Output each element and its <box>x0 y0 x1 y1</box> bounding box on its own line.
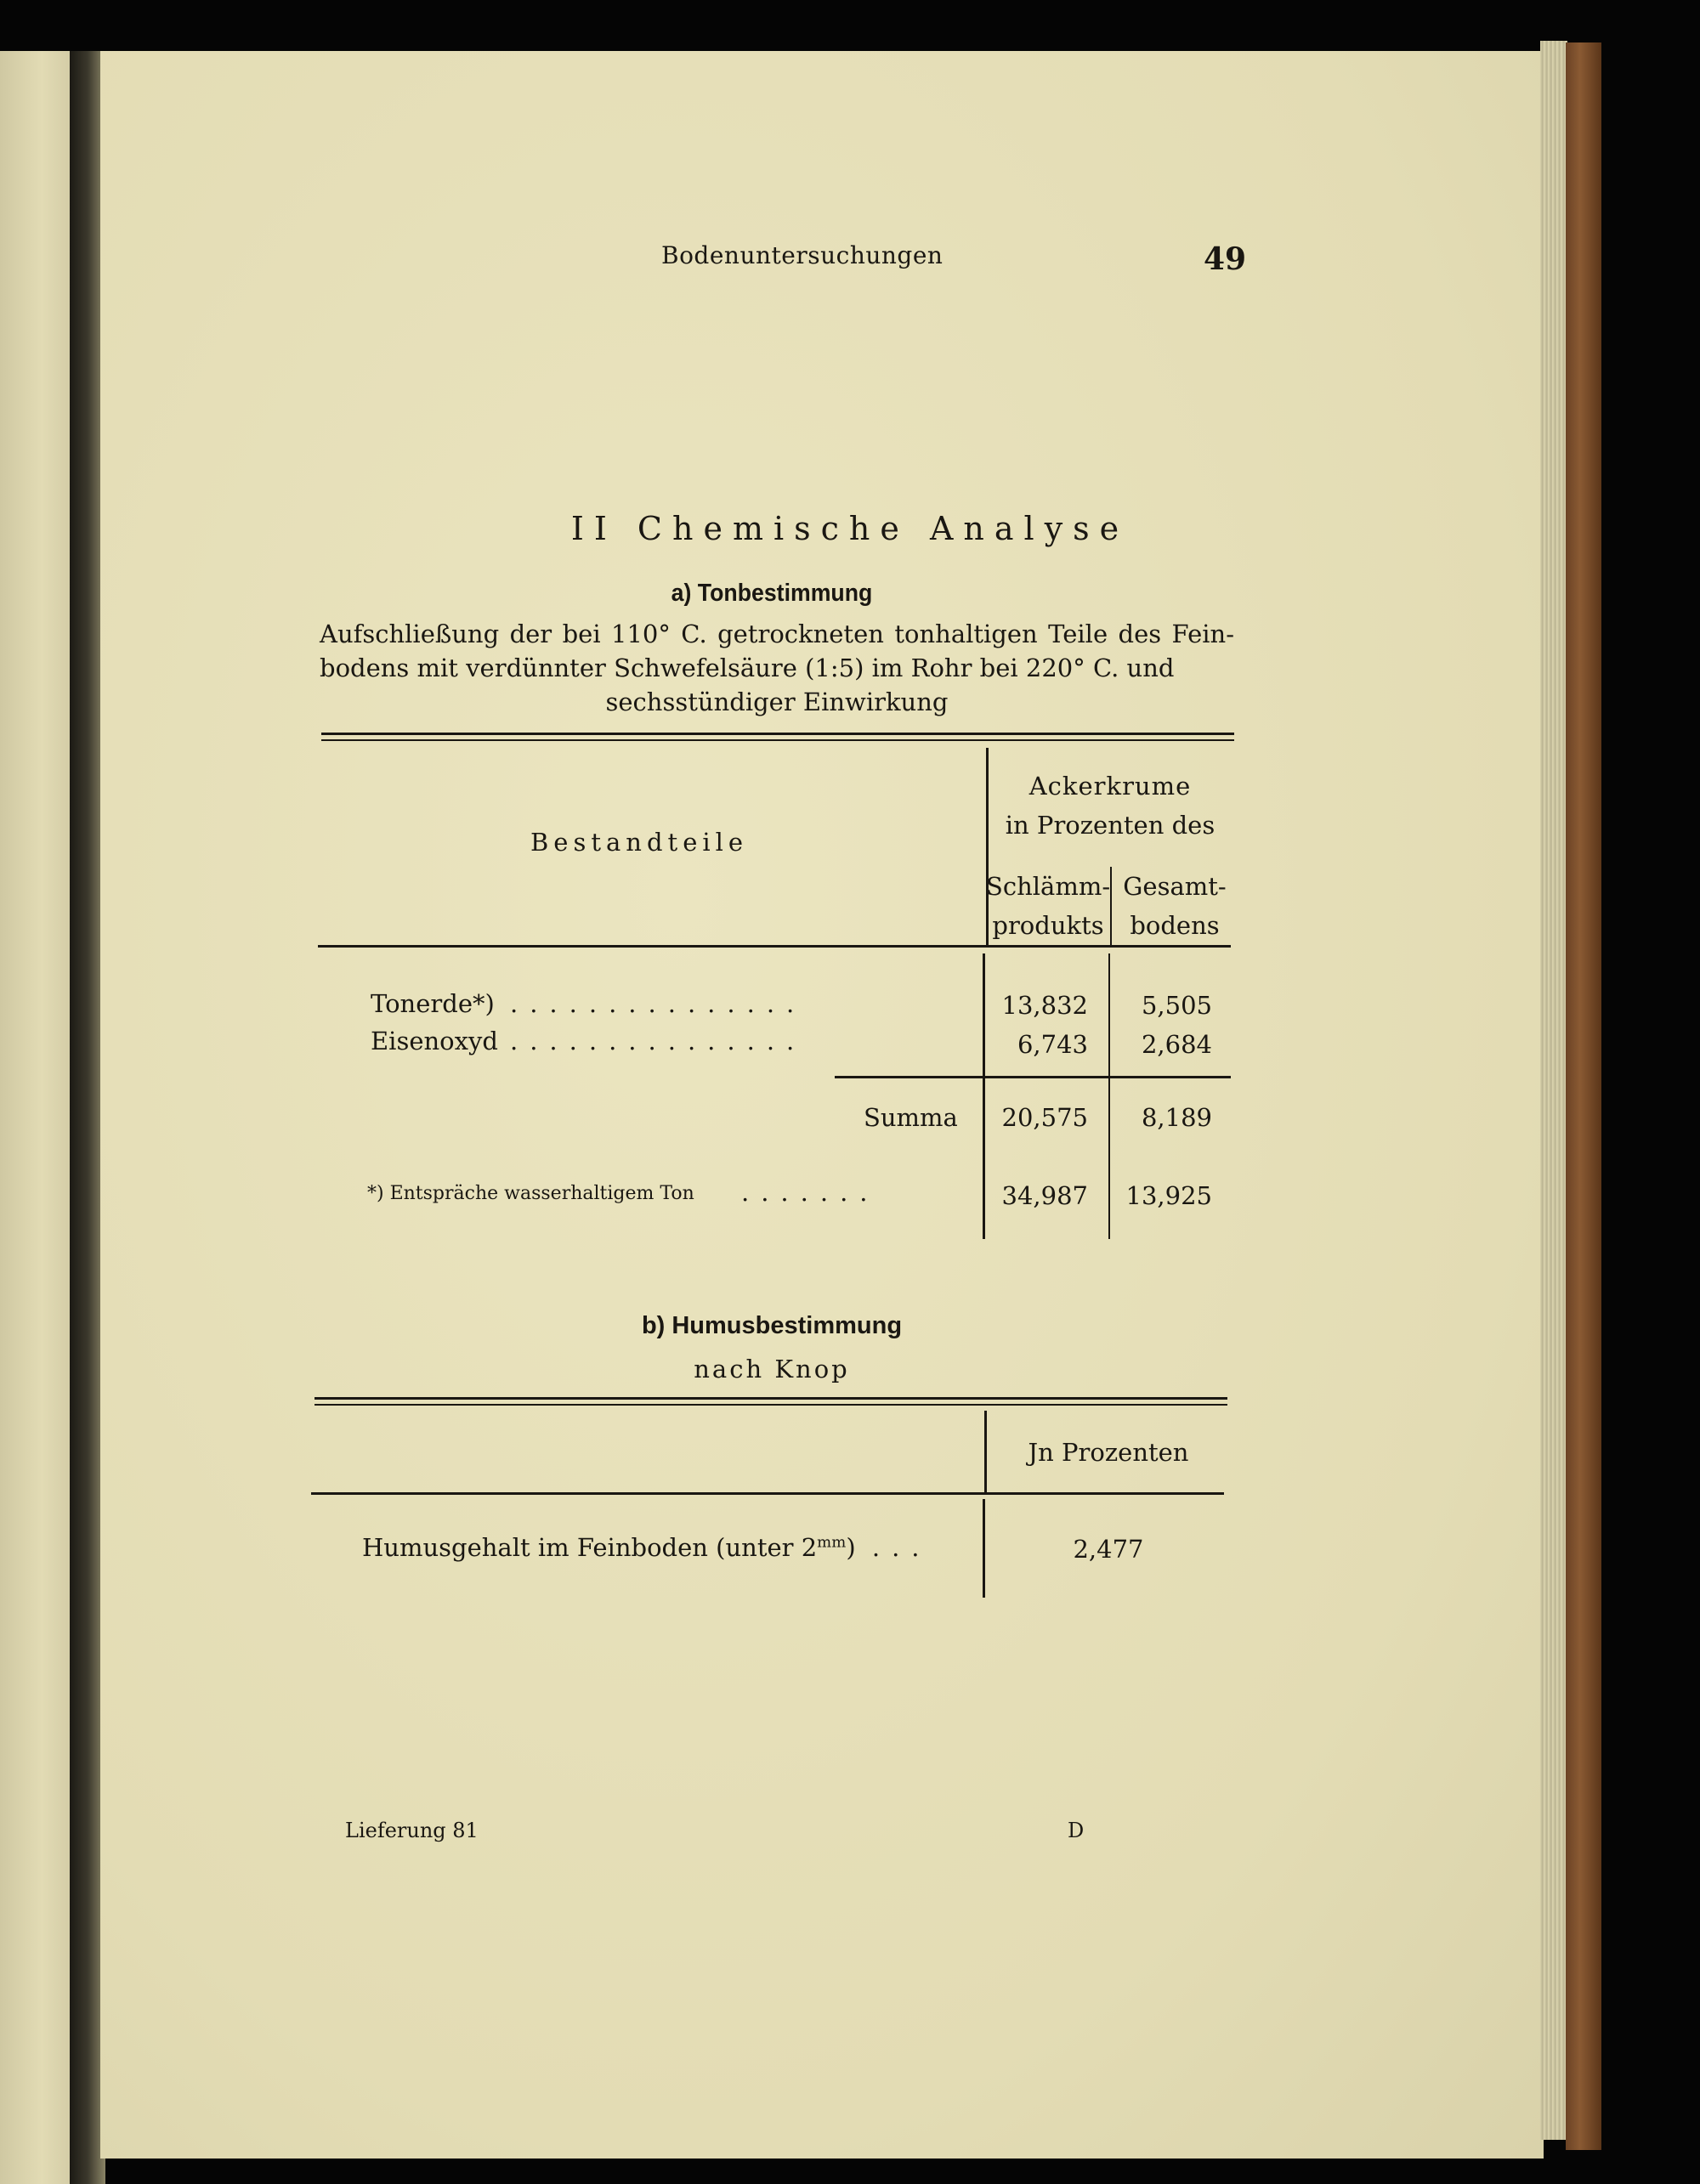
humus-row-unit: mm <box>817 1533 847 1552</box>
table-top-rule-thick <box>321 733 1234 735</box>
humus-top-rule-thick <box>314 1397 1227 1400</box>
humus-method: nach Knop <box>694 1355 850 1383</box>
running-header: Bodenuntersuchungen <box>661 241 944 269</box>
sum-label: Summa <box>864 1103 958 1132</box>
humus-row <box>362 1533 932 1562</box>
column-header-gesamt-2: bodens <box>1130 911 1220 940</box>
clay-description-line-2: bodens mit verdünnter Schwefelsäure (1:5) im Rohr bei 220° C. und <box>320 654 1175 682</box>
page-sheet <box>100 51 1544 2159</box>
clay-description <box>320 617 1234 719</box>
page-edges <box>1540 41 1567 2140</box>
sum-value-gesamt: 8,189 <box>1141 1103 1212 1132</box>
footer-delivery: Lieferung 81 <box>345 1819 479 1842</box>
footnote-value-gesamt: 13,925 <box>1125 1181 1212 1210</box>
table-body-subdivider <box>1108 953 1110 1239</box>
row-value-tonerde-schlaemm: 13,832 <box>1001 991 1088 1020</box>
row-label-tonerde: Tonerde*) <box>371 989 495 1018</box>
humus-top-rule-thin <box>314 1404 1227 1406</box>
page-number: 49 <box>1204 241 1247 277</box>
humus-body-divider <box>983 1499 985 1598</box>
row-value-tonerde-gesamt: 5,505 <box>1141 991 1212 1020</box>
group-header-line-1: Ackerkrume <box>1028 772 1192 801</box>
humus-row-label: Humusgehalt im Feinboden (unter 2 <box>362 1533 818 1562</box>
humus-value: 2,477 <box>1073 1535 1144 1564</box>
book-cover-edge <box>1566 42 1601 2150</box>
sum-value-schlaemm: 20,575 <box>1001 1103 1088 1132</box>
footnote-leader: ....... <box>741 1178 880 1207</box>
humus-column-header: Jn Prozenten <box>1028 1438 1189 1467</box>
column-header-gesamt-1: Gesamt- <box>1123 872 1227 901</box>
facing-page <box>0 51 70 2184</box>
column-label-bestandteile: Bestandteile <box>530 828 749 857</box>
table-top-rule-thin <box>321 739 1234 741</box>
humus-row-close: ) <box>846 1533 856 1562</box>
footnote-label: *) Entspräche wasserhaltigem Ton <box>367 1183 694 1204</box>
clay-description-line-1: Aufschließung der bei 110° C. getrockneten tonhaltigen Teile des Fein- <box>320 620 1234 648</box>
row-leader-tonerde: ............... <box>510 989 807 1018</box>
row-value-eisenoxyd-gesamt: 2,684 <box>1141 1030 1212 1059</box>
sum-rule <box>835 1076 1231 1078</box>
row-label-eisenoxyd: Eisenoxyd <box>371 1027 498 1055</box>
humus-row-leader: ... <box>871 1533 932 1562</box>
footnote-value-schlaemm: 34,987 <box>1001 1181 1088 1210</box>
row-value-eisenoxyd-schlaemm: 6,743 <box>1017 1030 1088 1059</box>
group-header-line-2: in Prozenten des <box>1005 811 1216 840</box>
clay-description-line-3: sechsstündiger Einwirkung <box>605 687 949 716</box>
table-header-bottom-rule <box>318 945 1231 948</box>
footer-signature: D <box>1068 1819 1085 1842</box>
clay-heading: a) Tonbestimmung <box>671 580 873 607</box>
humus-heading: b) Humusbestimmung <box>641 1312 903 1339</box>
row-leader-eisenoxyd: ............... <box>510 1027 807 1055</box>
section-title: II Chemische Analyse <box>570 510 1130 547</box>
table-body-divider <box>983 953 985 1239</box>
column-header-schlaemm-2: produkts <box>992 911 1104 940</box>
column-header-schlaemm-1: Schlämm- <box>986 872 1111 901</box>
humus-header-bottom-rule <box>311 1492 1224 1495</box>
